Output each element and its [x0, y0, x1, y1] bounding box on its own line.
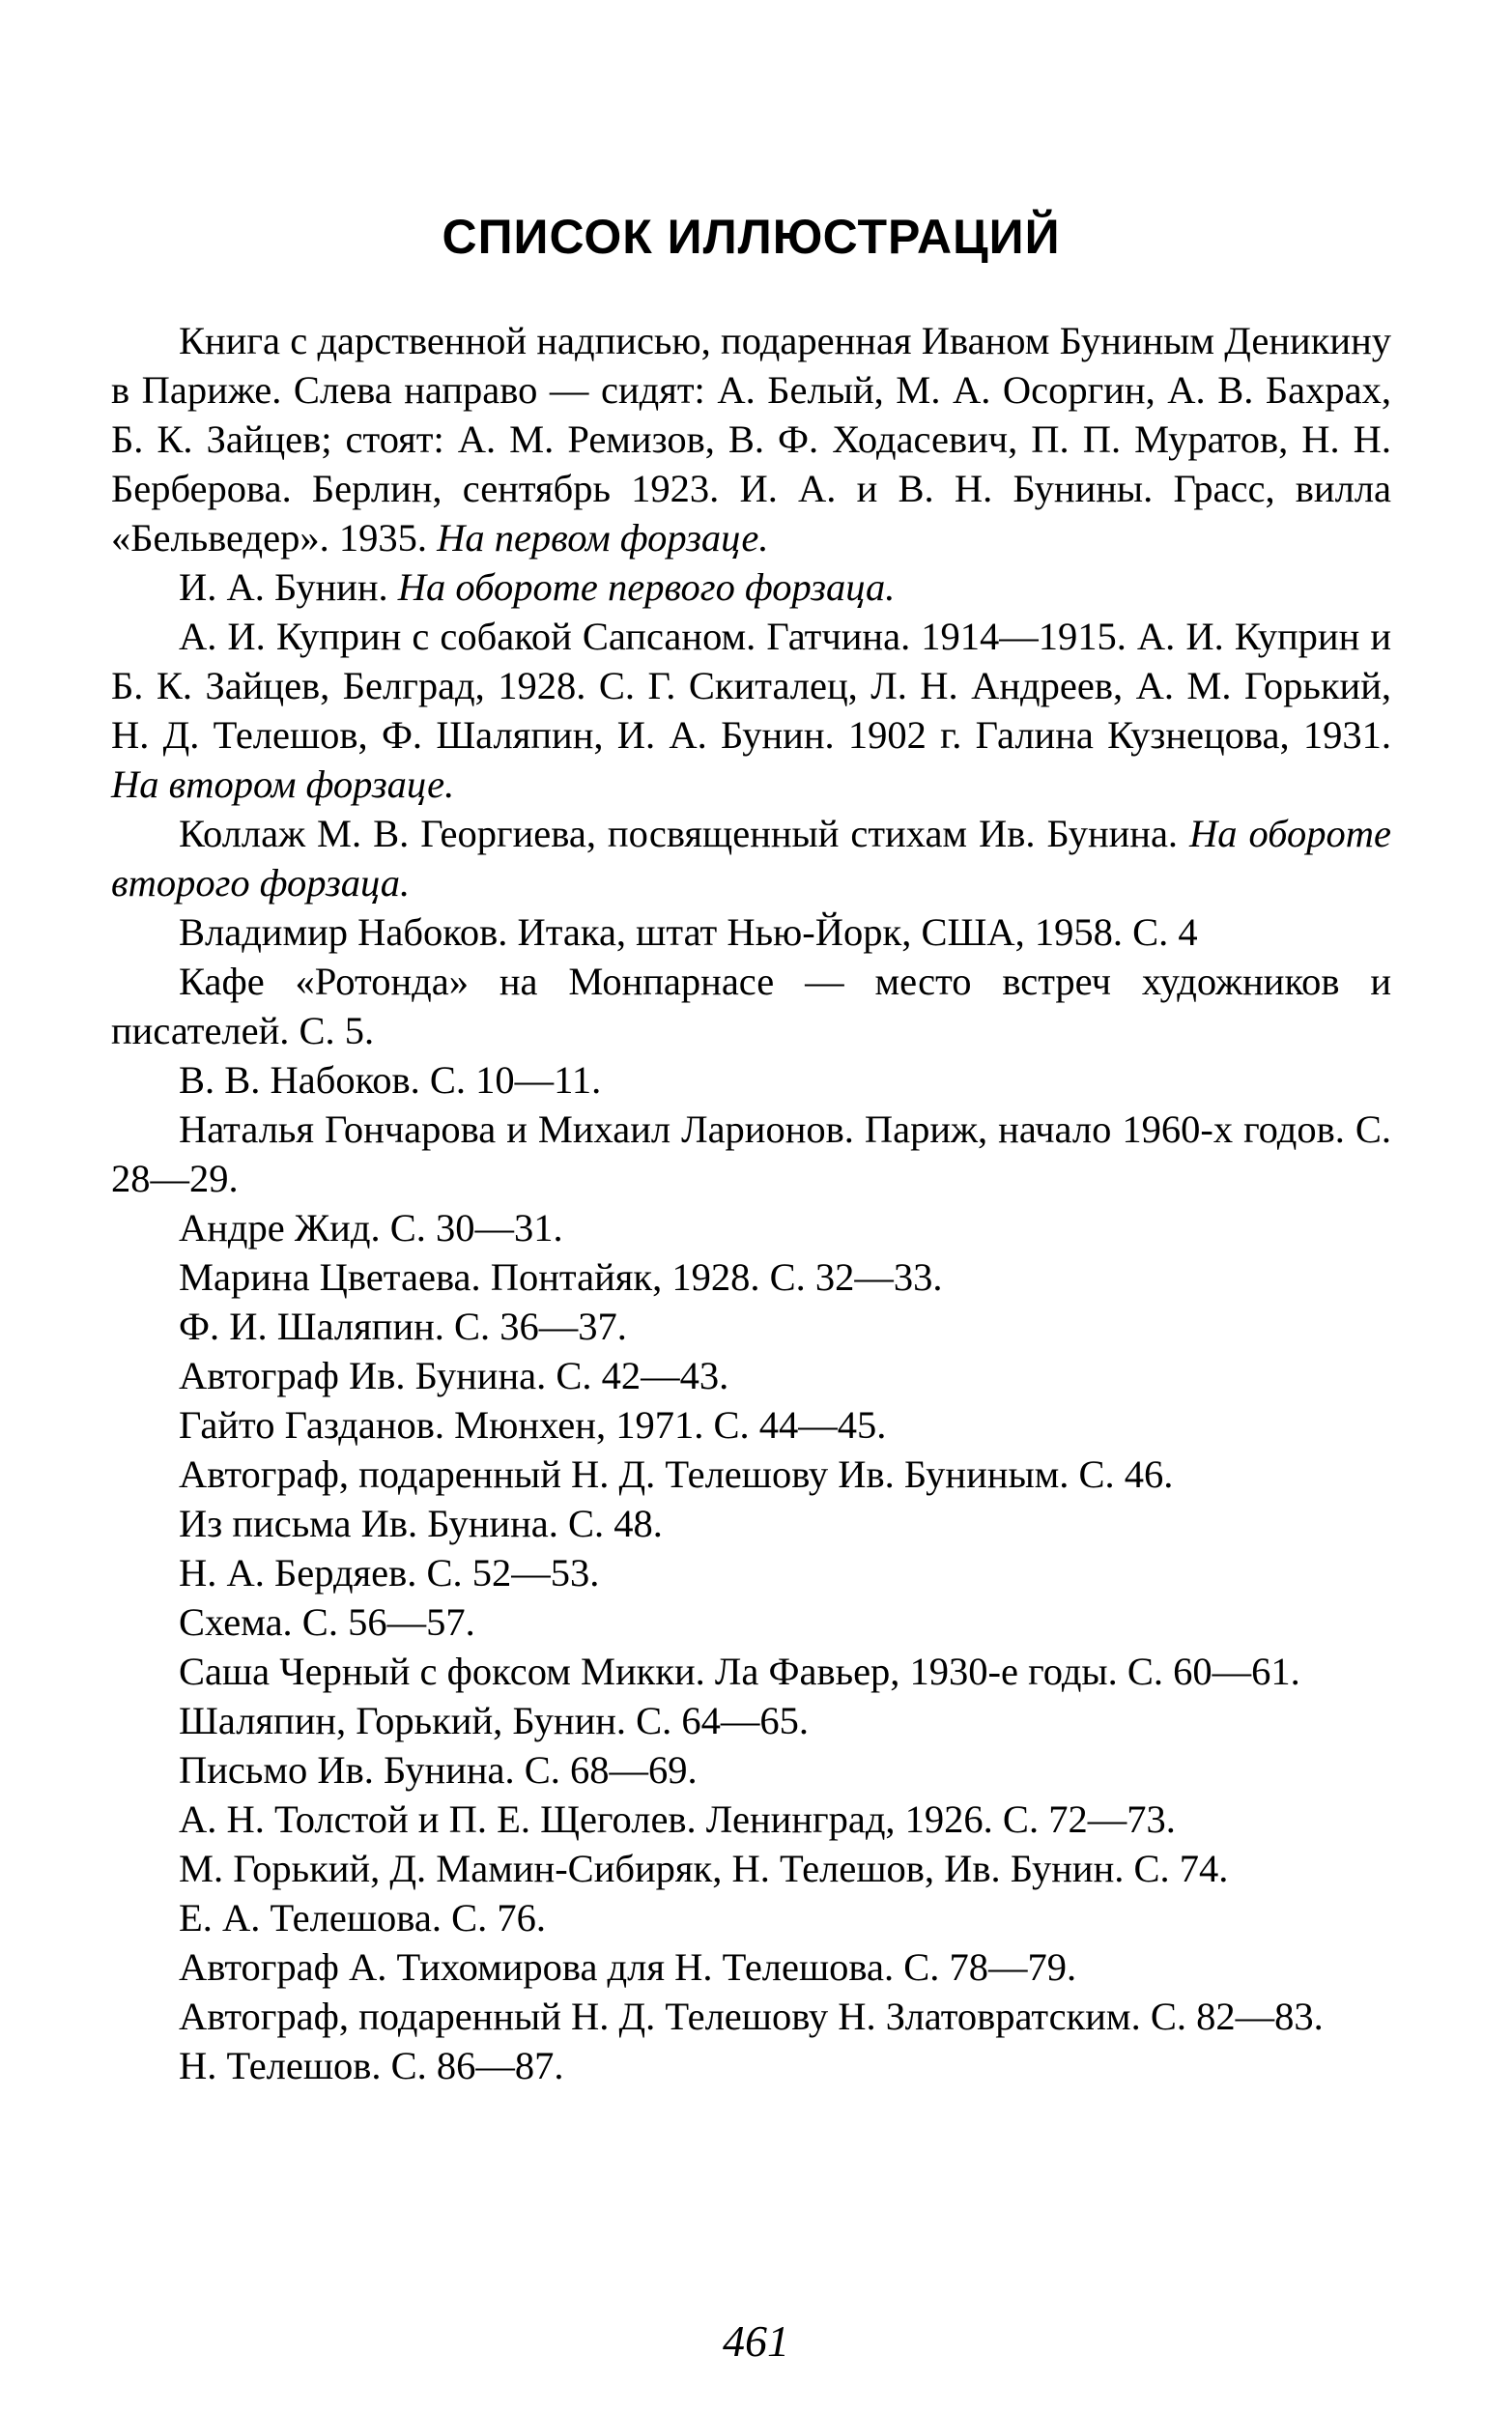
list-entry — [111, 1942, 1391, 1992]
list-entry — [111, 1105, 1391, 1203]
list-entry — [111, 1647, 1391, 1696]
entry-text: Автограф, подаренный Н. Д. Телешову Н. Златовратским. С. 82—83. — [179, 1995, 1324, 2038]
list-entry — [111, 957, 1391, 1055]
list-entry — [111, 1252, 1391, 1302]
entry-text: М. Горький, Д. Мамин-Сибиряк, Н. Телешов, Ив. Бунин. С. 74. — [179, 1847, 1229, 1890]
list-entry — [111, 1795, 1391, 1844]
entry-location-note: На обороте второго форзаца. — [111, 812, 1391, 905]
entry-text: Автограф Ив. Бунина. С. 42—43. — [179, 1354, 729, 1397]
entry-text: Наталья Гончарова и Михаил Ларионов. Париж, начало 1960-х годов. С. 28—29. — [111, 1107, 1391, 1200]
entry-text: Книга с дарственной надписью, подаренная Иваном Буниным Деникину в Париже. Слева направо — сидят: А. Белый, М. А. Осоргин, А. В. Бахрах, Б. К. Зайцев; стоят: А. М. Ремизов, В. Ф. Ходасевич, П. П. Муратов, Н. Н. Берберова. Берлин, сентябрь 1923. И. А. и В. Н. Бунины. Грасс, вилла «Бельведер». 1935. — [111, 319, 1391, 560]
list-entry — [111, 1992, 1391, 2041]
list-entry — [111, 1055, 1391, 1105]
entry-location-note: На первом форзаце. — [437, 516, 769, 560]
entry-location-note: На обороте первого форзаца. — [397, 565, 896, 609]
entry-text: Владимир Набоков. Итака, штат Нью-Йорк, США, 1958. С. 4 — [179, 910, 1198, 954]
list-entry — [111, 1745, 1391, 1795]
entry-text: В. В. Набоков. С. 10—11. — [179, 1058, 602, 1102]
list-entry — [111, 1302, 1391, 1351]
list-entry — [111, 1203, 1391, 1252]
entry-text: Письмо Ив. Бунина. С. 68—69. — [179, 1748, 698, 1792]
list-entry — [111, 1400, 1391, 1450]
entry-text: Кафе «Ротонда» на Монпарнасе — место встреч художников и писателей. С. 5. — [111, 960, 1391, 1052]
entry-text: Марина Цветаева. Понтайяк, 1928. С. 32—33. — [179, 1255, 943, 1299]
entry-text: Андре Жид. С. 30—31. — [179, 1206, 563, 1250]
entry-text: Автограф А. Тихомирова для Н. Телешова. С. 78—79. — [179, 1945, 1077, 1989]
entry-text: Коллаж М. В. Георгиева, посвященный стихам Ив. Бунина. — [179, 812, 1179, 855]
entry-text: Н. Телешов. С. 86—87. — [179, 2044, 564, 2087]
entry-text: Е. А. Телешова. С. 76. — [179, 1896, 546, 1940]
entry-text: Ф. И. Шаляпин. С. 36—37. — [179, 1305, 627, 1348]
list-entry — [111, 316, 1391, 562]
entry-text: Автограф, подаренный Н. Д. Телешову Ив. Буниным. С. 46. — [179, 1452, 1174, 1496]
entry-text: Из письма Ив. Бунина. С. 48. — [179, 1502, 663, 1545]
list-entry — [111, 562, 1391, 612]
page-content — [111, 208, 1391, 2090]
list-entry — [111, 1548, 1391, 1597]
list-entry — [111, 809, 1391, 907]
entry-text: И. А. Бунин. — [179, 565, 388, 609]
illustration-list — [111, 316, 1391, 2090]
list-entry — [111, 1893, 1391, 1942]
entry-text: Схема. С. 56—57. — [179, 1600, 475, 1644]
list-entry — [111, 1499, 1391, 1548]
entry-text: Н. А. Бердяев. С. 52—53. — [179, 1551, 600, 1595]
entry-text: А. Н. Толстой и П. Е. Щеголев. Ленинград, 1926. С. 72—73. — [179, 1797, 1176, 1841]
list-entry — [111, 907, 1391, 957]
entry-text: Шаляпин, Горький, Бунин. С. 64—65. — [179, 1699, 810, 1742]
page-number: 461 — [723, 2316, 789, 2366]
entry-text: Гайто Газданов. Мюнхен, 1971. С. 44—45. — [179, 1403, 887, 1447]
list-entry — [111, 612, 1391, 809]
entry-text: А. И. Куприн с собакой Сапсаном. Гатчина. 1914—1915. А. И. Куприн и Б. К. Зайцев, Белград, 1928. С. Г. Скиталец, Л. Н. Андреев, А. М. Горький, Н. Д. Телешов, Ф. Шаляпин, И. А. Бунин. 1902 г. Галина Кузнецова, 1931. — [111, 615, 1391, 757]
list-entry — [111, 1351, 1391, 1400]
list-entry — [111, 1450, 1391, 1499]
list-entry — [111, 1844, 1391, 1893]
page-title: СПИСОК ИЛЛЮСТРАЦИЙ — [442, 210, 1061, 264]
list-entry — [111, 2041, 1391, 2090]
list-entry — [111, 1597, 1391, 1647]
entry-location-note: На втором форзаце. — [111, 762, 455, 806]
list-entry — [111, 1696, 1391, 1745]
entry-text: Саша Черный с фоксом Микки. Ла Фавьер, 1930-е годы. С. 60—61. — [179, 1650, 1300, 1693]
